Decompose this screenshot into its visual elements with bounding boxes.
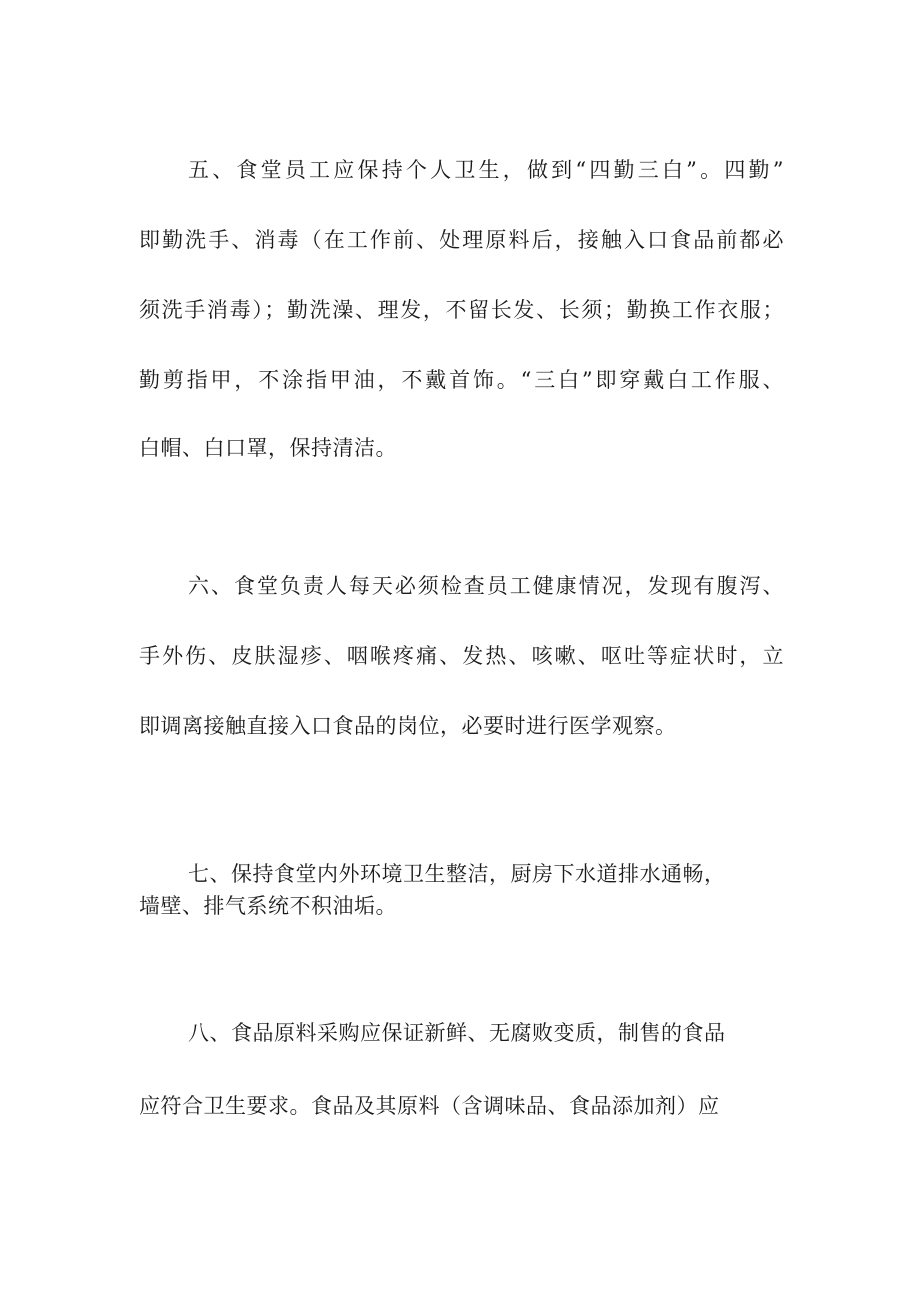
paragraph-6-line-1: 六、食堂负责人每天必须检查员工健康情况，发现有腹泻、 xyxy=(188,574,784,598)
paragraph-5-line-4: 勤剪指甲，不涂指甲油，不戴首饰。“三白”即穿戴白工作服、 xyxy=(139,368,784,392)
paragraph-6-line-2: 手外伤、皮肤湿疹、咽喉疼痛、发热、咳嗽、呕吐等症状时，立 xyxy=(139,644,784,668)
paragraph-7-line-1: 七、保持食堂内外环境卫生整洁，厨房下水道排水通畅， xyxy=(188,862,726,886)
paragraph-5-line-2: 即勤洗手、消毒（在工作前、处理原料后，接触入口食品前都必 xyxy=(139,228,784,252)
paragraph-6-line-3: 即调离接触直接入口食品的岗位，必要时进行医学观察。 xyxy=(139,714,677,738)
paragraph-8-line-2: 应符合卫生要求。食品及其原料（含调味品、食品添加剂）应 xyxy=(139,1094,720,1118)
paragraph-5-line-3: 须洗手消毒）；勤洗澡、理发，不留长发、长须；勤换工作衣服； xyxy=(139,298,784,322)
paragraph-5-line-1: 五、食堂员工应保持个人卫生，做到“四勤三白”。四勤” xyxy=(188,158,784,182)
paragraph-5-line-5: 白帽、白口罩，保持清洁。 xyxy=(139,436,397,460)
paragraph-7-line-2: 墙壁、排气系统不积油垢。 xyxy=(139,894,397,918)
paragraph-8-line-1: 八、食品原料采购应保证新鲜、无腐败变质，制售的食品 xyxy=(188,1021,726,1045)
